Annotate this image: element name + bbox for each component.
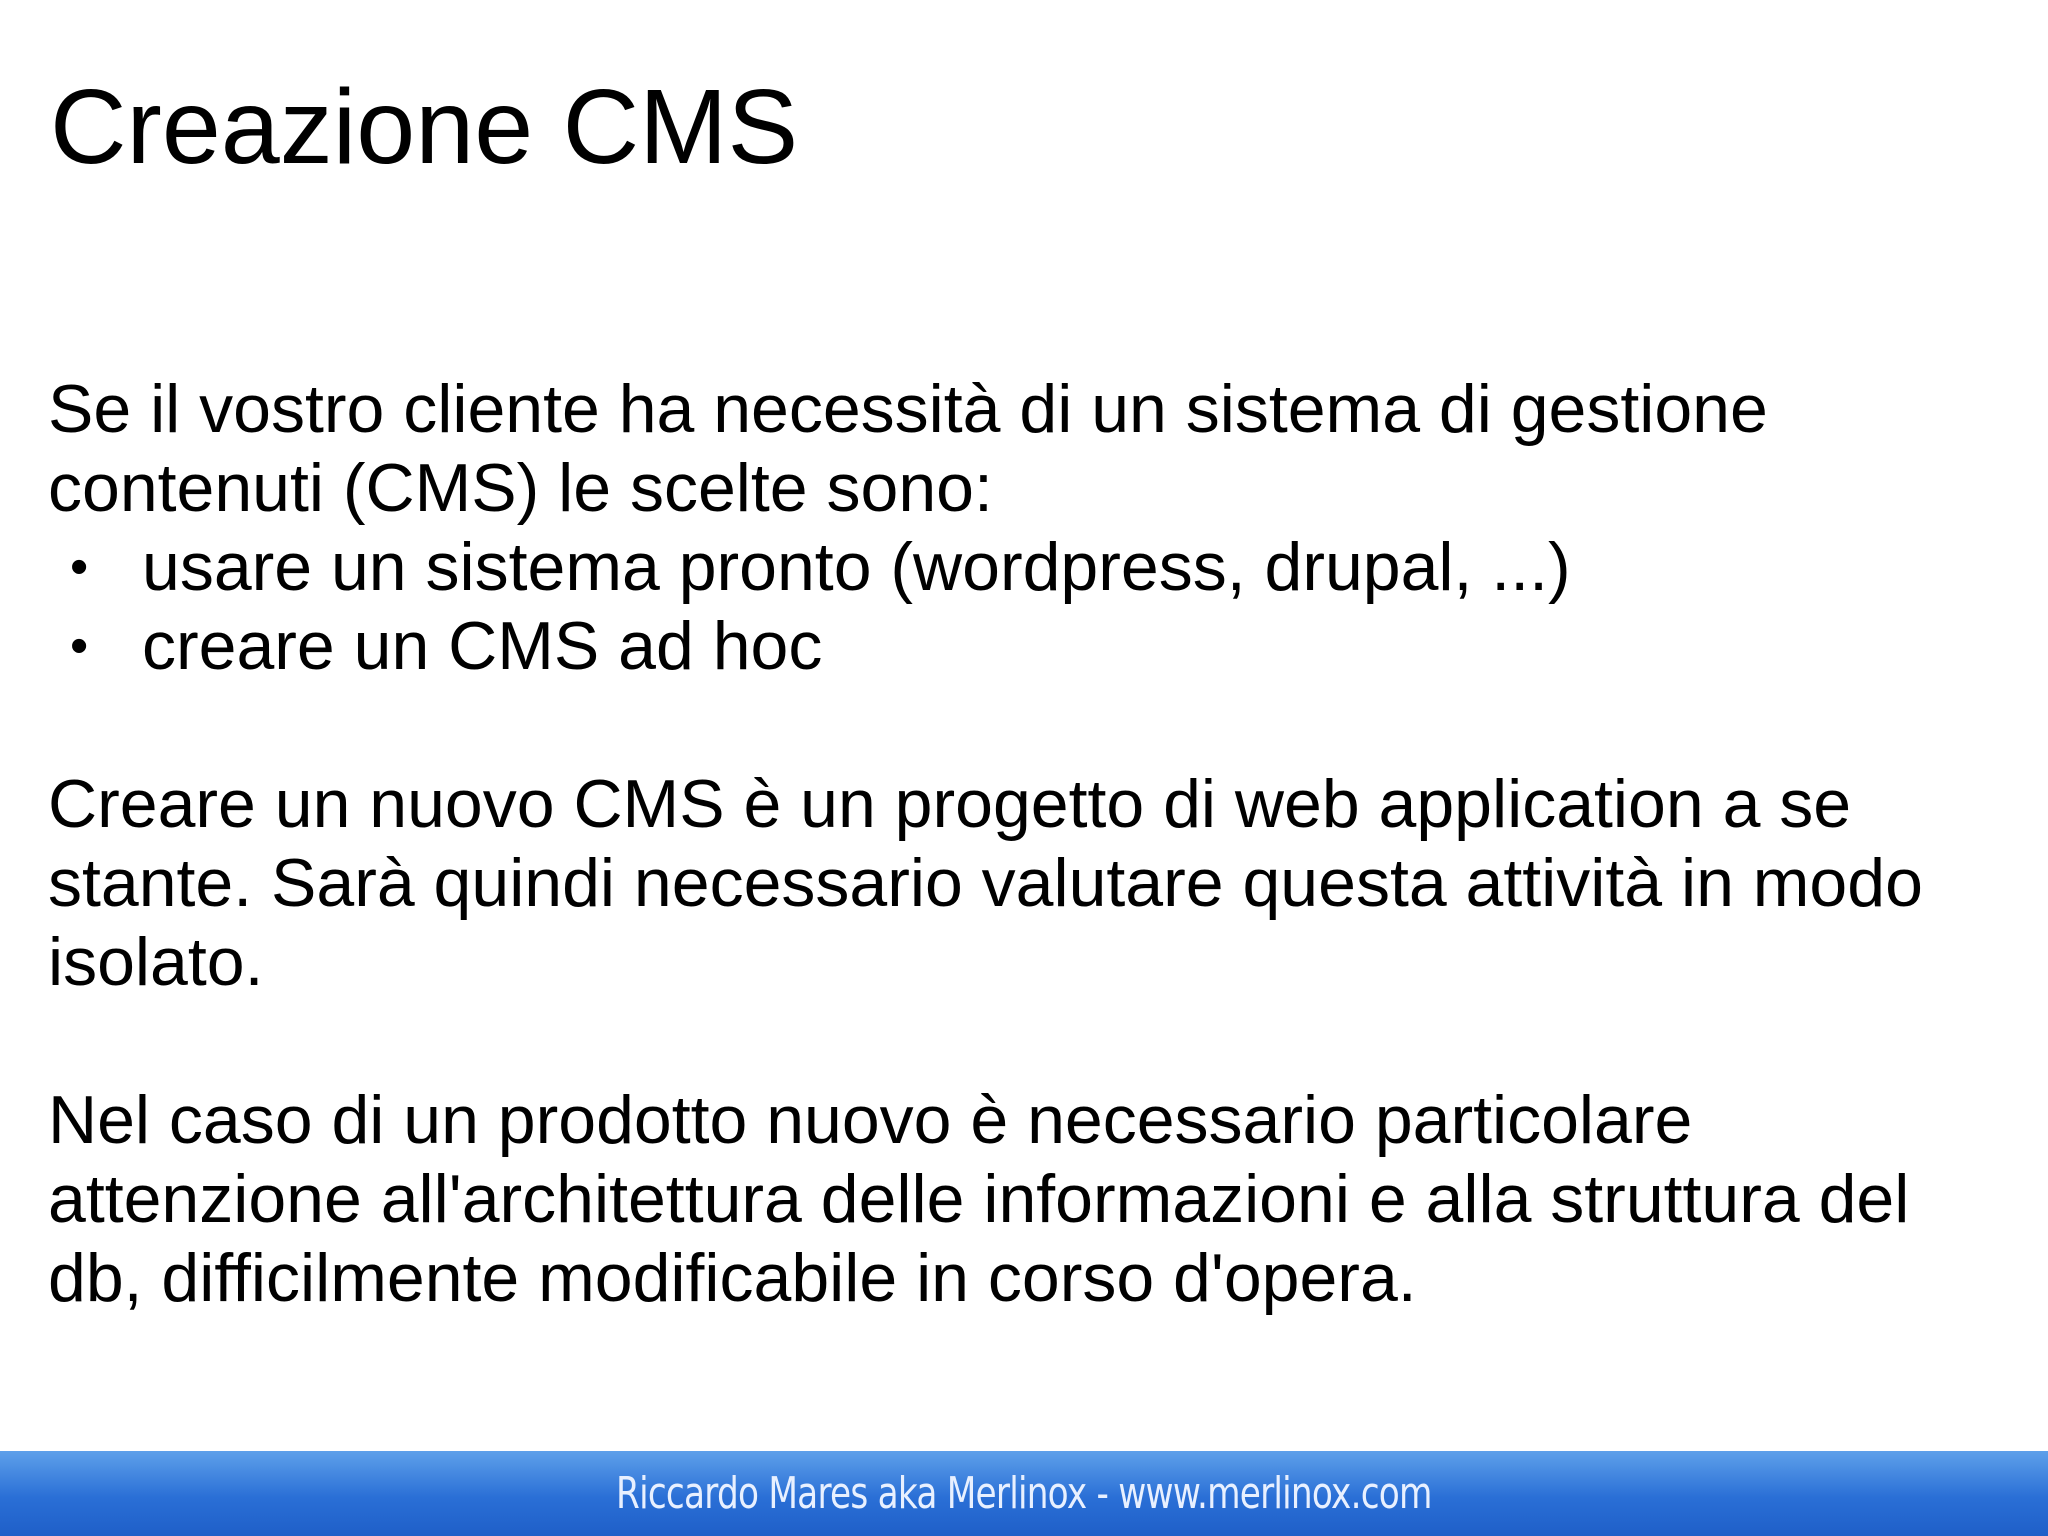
footer-credit: Riccardo Mares aka Merlinox - www.merlinox.com [616,1468,1432,1519]
spacer [48,1002,2008,1081]
list-item [48,607,2008,686]
list-item-text: usare un sistema pronto (wordpress, drupal, ...) [142,529,1571,605]
intro-paragraph: Se il vostro cliente ha necessità di un sistema di gestione contenuti (CMS) le scelte sono: [48,371,1768,526]
spacer [48,686,2008,765]
bullet-dot-icon: • [70,538,89,596]
footer-band [0,1451,2048,1536]
choices-list [48,528,2008,686]
slide-body [48,370,2008,1318]
list-item [48,528,2008,607]
slide-title: Creazione CMS [50,68,799,186]
bullet-dot-icon: • [70,617,89,675]
list-item-text: creare un CMS ad hoc [142,608,823,684]
paragraph-new-cms: Creare un nuovo CMS è un progetto di web application a se stante. Sarà quindi necessario valutare questa attività in modo isolato. [48,766,1923,1000]
paragraph-new-product: Nel caso di un prodotto nuovo è necessario particolare attenzione all'architettura delle informazioni e alla struttura del db, difficilmente modificabile in corso d'opera. [48,1082,1910,1316]
